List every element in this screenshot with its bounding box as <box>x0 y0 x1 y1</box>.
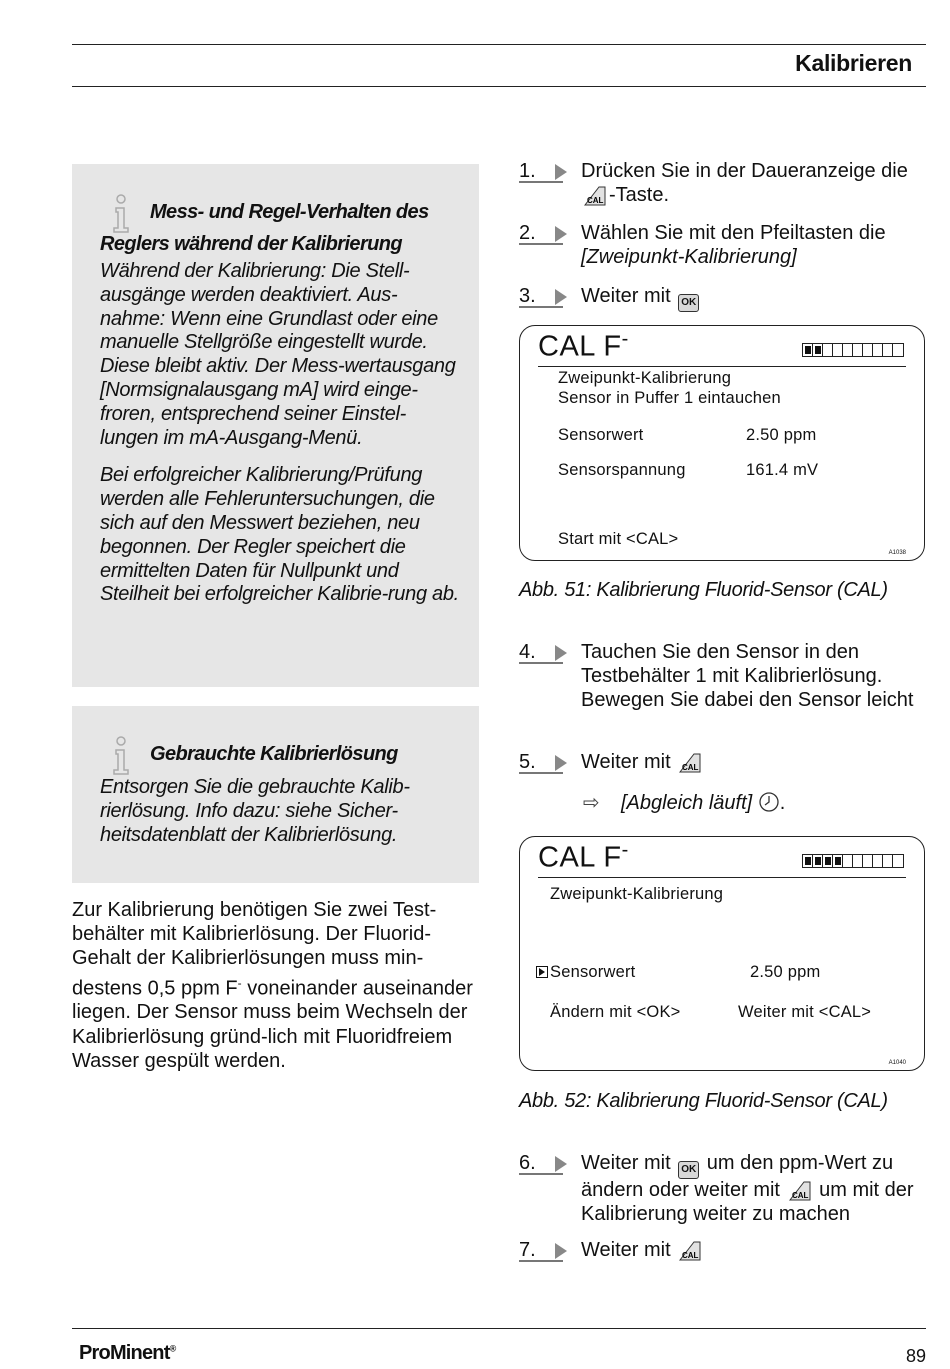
figure-code: A1040 <box>888 1060 906 1066</box>
ok-key-icon: OK <box>678 1161 699 1179</box>
screen-line: Zweipunkt-Kalibrierung <box>558 369 732 387</box>
progress-cell <box>883 344 893 356</box>
screen-divider <box>538 366 906 367</box>
info-icon <box>110 736 132 776</box>
cal-key-icon <box>678 1240 702 1262</box>
progress-cell <box>853 855 863 867</box>
step-number: 4. <box>519 641 536 663</box>
info-note-controller-behaviour <box>72 164 479 687</box>
progress-indicator <box>802 343 904 357</box>
progress-cell <box>833 855 843 867</box>
progress-cell <box>803 855 813 867</box>
sensor-value-label: Sensorwert <box>550 963 636 981</box>
progress-cell <box>833 344 843 356</box>
info-icon <box>110 194 132 234</box>
progress-cell <box>863 344 873 356</box>
step-arrow-icon <box>555 164 567 180</box>
screen-divider <box>538 877 906 878</box>
header-top-rule <box>72 44 926 45</box>
sensor-voltage-value: 161.4 mV <box>746 461 819 479</box>
step-number: 3. <box>519 285 536 307</box>
footer-rule <box>72 1328 926 1329</box>
step-number: 5. <box>519 751 536 773</box>
progress-cell <box>853 344 863 356</box>
note-title-line2: Reglers während der Kalibrierung <box>100 233 402 255</box>
display-screen-2 <box>519 836 925 1071</box>
step-arrow-icon <box>555 755 567 771</box>
progress-cell <box>883 855 893 867</box>
screen-title: CAL F- <box>538 839 629 874</box>
progress-cell <box>813 344 823 356</box>
note-title-line1: Gebrauchte Kalibrierlösung <box>150 743 398 765</box>
note-paragraph: Entsorgen Sie die gebrauchte Kalib-rierlösung. Info dazu: siehe Sicher-heitsdatenblatt der Kalibrierlösung. <box>100 776 410 846</box>
svg-text:CAL: CAL <box>682 1251 699 1260</box>
body-paragraph: Zur Kalibrierung benötigen Sie zwei Test-behälter mit Kalibrierlösung. Der Fluorid-Gehalt der Kalibrierlösungen muss min-destens 0,5 ppm F- voneinander auseinander liegen. Der Sensor muss beim Wechseln der Kalibrierlösung gründ-lich mit Fluoridfreiem Wasser gespült werden. <box>72 899 473 1072</box>
prominent-logo: ProMinent® <box>79 1342 176 1364</box>
step-arrow-icon <box>555 1156 567 1172</box>
progress-cell <box>813 855 823 867</box>
sensor-voltage-label: Sensorspannung <box>558 461 686 479</box>
cal-key-icon <box>678 752 702 774</box>
step-number: 2. <box>519 222 536 244</box>
progress-cell <box>803 344 813 356</box>
cal-key-icon <box>583 185 607 207</box>
clock-icon <box>758 791 780 813</box>
figure-code: A1038 <box>888 550 906 556</box>
progress-cell <box>843 344 853 356</box>
screen-line: Sensor in Puffer 1 eintauchen <box>558 389 781 407</box>
screen-line: Zweipunkt-Kalibrierung <box>550 885 724 903</box>
selection-cursor-icon <box>536 963 548 982</box>
step-arrow-icon <box>555 645 567 661</box>
progress-cell <box>843 855 853 867</box>
progress-cell <box>823 344 833 356</box>
svg-text:CAL: CAL <box>587 195 604 205</box>
info-note-used-solution <box>72 706 479 883</box>
figure-caption: Abb. 52: Kalibrierung Fluorid-Sensor (CAL) <box>519 1090 888 1112</box>
display-screen-1 <box>519 325 925 561</box>
svg-text:CAL: CAL <box>682 763 699 772</box>
note-title-line1: Mess- und Regel-Verhalten des <box>150 201 429 223</box>
step-number: 1. <box>519 160 536 182</box>
note-paragraph: Bei erfolgreicher Kalibrierung/Prüfung werden alle Fehleruntersuchungen, die sich auf den Messwert beziehen, neu begonnen. Der Regler speichert die ermittelten Daten für Nullpunkt und Steilheit bei erfolgreicher Kalibrie-rung ab. <box>100 464 459 606</box>
screen-footer-left: Ändern mit <OK> <box>550 1003 681 1021</box>
sensor-value-label: Sensorwert <box>558 426 644 444</box>
svg-text:CAL: CAL <box>791 1191 808 1200</box>
header-bottom-rule <box>72 86 926 87</box>
screen-title: CAL F- <box>538 328 629 363</box>
progress-cell <box>873 855 883 867</box>
step-arrow-icon <box>555 289 567 305</box>
step-number: 7. <box>519 1239 536 1261</box>
sensor-value: 2.50 ppm <box>746 426 817 444</box>
page-title: Kalibrieren <box>795 50 912 76</box>
step-number: 6. <box>519 1152 536 1174</box>
progress-cell <box>893 855 903 867</box>
progress-cell <box>893 344 903 356</box>
progress-indicator <box>802 854 904 868</box>
note-paragraph: Während der Kalibrierung: Die Stell-ausgänge werden deaktiviert. Aus-nahme: Wenn eine Grundlast oder eine manuelle Stellgröße eingestellt wurde. Diese bleibt aktiv. Der Mess-wertausgang [Normsignalausgang mA] wird einge-froren, entsprechend seiner Einstel-lungen im mA-Ausgang-Menü. <box>100 260 456 449</box>
page-number: 89 <box>905 1346 926 1366</box>
cal-key-icon <box>788 1180 812 1202</box>
progress-cell <box>863 855 873 867</box>
progress-cell <box>873 344 883 356</box>
sensor-value: 2.50 ppm <box>750 963 821 981</box>
step-5-result: ⇨ [Abgleich läuft] . <box>583 792 786 814</box>
step-arrow-icon <box>555 226 567 242</box>
screen-footer-right: Weiter mit <CAL> <box>738 1003 872 1021</box>
ok-key-icon: OK <box>678 294 699 312</box>
result-arrow-icon: ⇨ <box>583 792 600 814</box>
step-arrow-icon <box>555 1243 567 1259</box>
progress-cell <box>823 855 833 867</box>
figure-caption: Abb. 51: Kalibrierung Fluorid-Sensor (CAL) <box>519 579 888 601</box>
screen-footer: Start mit <CAL> <box>558 530 679 548</box>
